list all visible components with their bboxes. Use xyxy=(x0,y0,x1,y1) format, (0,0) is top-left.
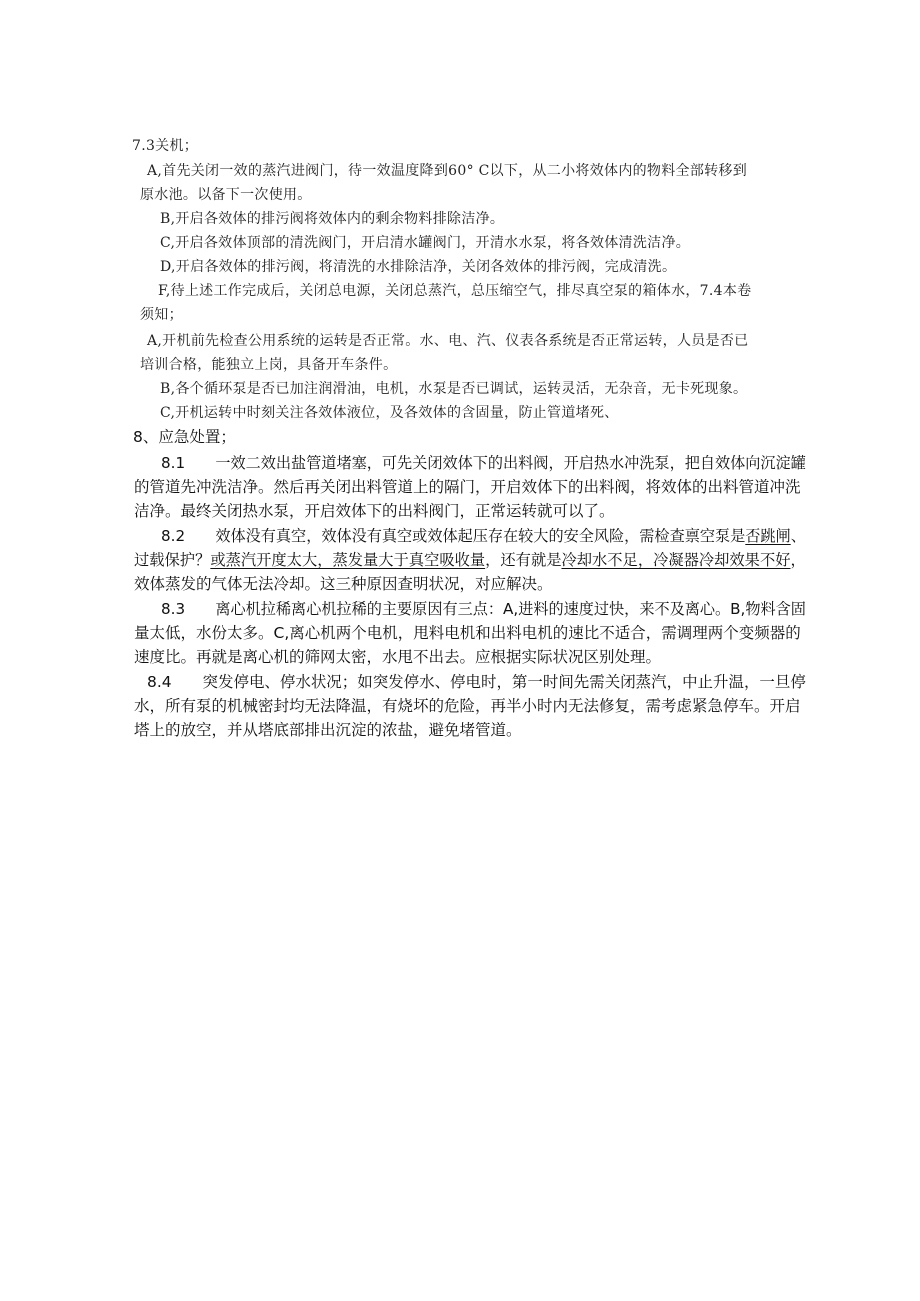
paragraph-8-2-line2-text: 过载保护？ xyxy=(134,551,211,569)
notice-item-c: C,开机运转中时刻关注各效体液位，及各效体的含固量，防止管道堵死、 xyxy=(160,405,619,421)
notice-item-b: B,各个循环泵是否已加注润滑油，电机，水泵是否已调试，运转灵活，无杂音，无卡死现象。 xyxy=(160,381,748,397)
section-heading-7-3: 7.3关机； xyxy=(132,138,199,154)
shutdown-step-b: B,开启各效体的排污阀将效体内的剩余物料排除洁净。 xyxy=(160,211,505,227)
shutdown-step-a-line2: 原水池。以备下一次使用。 xyxy=(140,187,312,203)
section-heading-8: 8、应急处置； xyxy=(133,428,236,446)
paragraph-8-4-line2: 水，所有泵的机械密封均无法降温，有烧坏的危险，再半小时内无法修复，需考虑紧急停车。开启 xyxy=(134,697,801,715)
paragraph-8-2-line2 xyxy=(134,548,806,572)
shutdown-step-f-line1: F,待上述工作完成后，关闭总电源，关闭总蒸汽，总压缩空气，排尽真空泵的箱体水，7.4本卷 xyxy=(158,283,752,299)
underlined-phrase-trip: 否跳闸 xyxy=(745,527,791,545)
paragraph-8-2-line1-punct: 、 xyxy=(790,527,806,545)
paragraph-8-3-line2: 量太低，水份太多。C,离心机两个电机，甩料电机和出料电机的速比不适合，需调理两个变频器的 xyxy=(134,624,801,642)
notice-item-a-line1: A,开机前先检查公用系统的运转是否正常。水、电、汽、仪表各系统是否正常运转，人员是否已 xyxy=(147,333,749,349)
paragraph-8-2-line3: 效体蒸发的气体无法冷却。这三种原因查明状况，对应解决。 xyxy=(134,575,553,593)
paragraph-8-2-line1-text: 8.2 效体没有真空，效体没有真空或效体起压存在较大的安全风险，需检查禀空泵是 xyxy=(161,527,746,545)
paragraph-8-2-line1 xyxy=(161,524,806,548)
paragraph-8-4-line1: 8.4 突发停电、停水状况；如突发停水、停电时，第一时间先需关闭蒸汽，中止升温，一旦停 xyxy=(147,673,806,691)
shutdown-step-c: C,开启各效体顶部的清洗阀门，开启清水罐阀门，开清水水泵，将各效体清洗洁净。 xyxy=(160,235,691,251)
underlined-phrase-cooling: 冷却水不足，冷凝器冷却效果不好 xyxy=(561,551,791,569)
paragraph-8-1-line2: 的管道先冲洗洁净。然后再关闭出料管道上的隔门，开启效体下的出料阀，将效体的出料管道冲洗 xyxy=(134,478,801,496)
paragraph-8-2-line2-punct: ， xyxy=(790,551,806,569)
paragraph-8-1-line3: 洁净。最终关闭热水泵，开启效体下的出料阀门，正常运转就可以了。 xyxy=(134,502,615,520)
shutdown-step-a-line1: A,首先关闭一效的蒸汽进阀门，待一效温度降到60° C以下，从二小将效体内的物料全部转移到 xyxy=(147,163,748,179)
paragraph-8-1-line1: 8.1 一效二效出盐管道堵塞，可先关闭效体下的出料阀，开启热水冲洗泵，把自效体向沉淀罐 xyxy=(161,454,806,472)
notice-item-a-line2: 培训合格，能独立上岗，具备开车条件。 xyxy=(140,357,398,373)
paragraph-8-2-line2-mid: ，还有就是 xyxy=(485,551,562,569)
shutdown-step-f-line2: 须知； xyxy=(140,307,183,323)
paragraph-8-4-line3: 塔上的放空，并从塔底部排出沉淀的浓盐，避免堵管道。 xyxy=(134,721,522,739)
paragraph-8-3-line3: 速度比。再就是离心机的筛网太密，水甩不出去。应根据实际状况区别处理。 xyxy=(134,648,662,666)
shutdown-step-d: D,开启各效体的排污阀，将清洗的水排除洁净，关闭各效体的排污阀，完成清洗。 xyxy=(160,259,677,275)
paragraph-8-3-line1: 8.3 离心机拉稀离心机拉稀的主要原因有三点：A,进料的速度过快，来不及离心。B,物料含固 xyxy=(161,600,806,618)
underlined-phrase-steam: 或蒸汽开度太大，蒸发量大于真空吸收量 xyxy=(210,551,486,569)
